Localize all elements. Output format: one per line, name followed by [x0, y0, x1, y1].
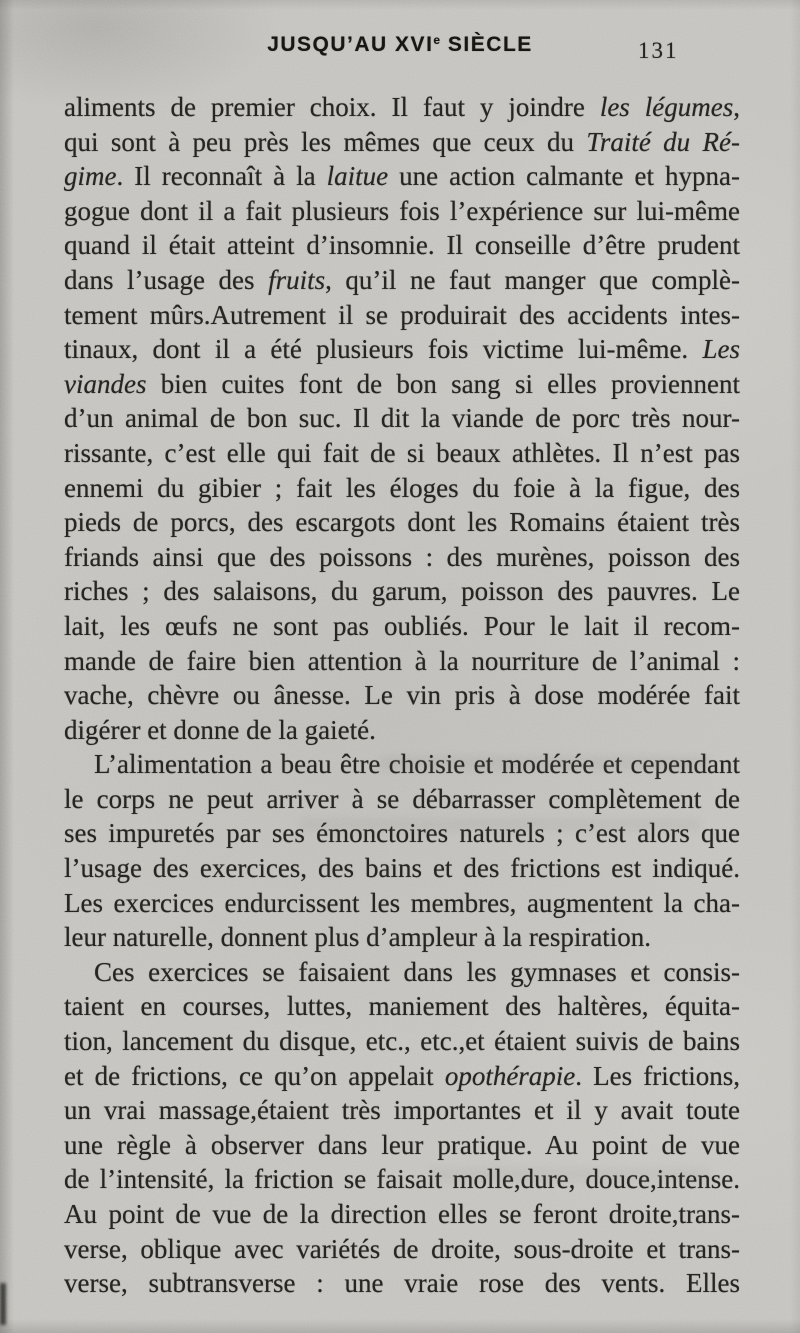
text-line: Au point de vue de la direction elles se feront droite,trans-	[64, 1199, 740, 1229]
text-line: qui sont à peu près les mêmes que ceux du Traité du Ré-	[64, 126, 740, 157]
text-line: gime. Il reconnaît à la laitue une action calmante et hypna-	[64, 161, 740, 192]
italic-text: Les	[702, 334, 740, 365]
text-line: rissante, c’est elle qui fait de si beaux athlètes. Il n’est pas	[64, 437, 740, 468]
italic-text: viandes	[64, 368, 147, 399]
italic-text: les légumes	[599, 92, 734, 122]
page-edge-mark	[0, 1283, 6, 1325]
text-line: viandes bien cuites font de bon sang si elles proviennent	[64, 368, 740, 399]
text-line: leur naturelle, donnent plus d’ampleur à la respiration.	[64, 922, 652, 953]
text-line: aliments de premier choix. Il faut y joindre les légumes,	[64, 92, 740, 122]
text-line: Les exercices endurcissent les membres, augmentent la cha-	[64, 887, 740, 918]
text-line: tement mûrs.Autrement il se produirait des accidents intes-	[64, 299, 740, 330]
text-line: gogue dont il a fait plusieurs fois l’expérience sur lui-même	[64, 195, 740, 226]
text-line: tion, lancement du disque, etc., etc.,et étaient suivis de bains	[64, 1026, 740, 1057]
text-line: friands ainsi que des poissons : des murènes, poisson des	[64, 541, 740, 572]
text-line: l’usage des exercices, des bains et des frictions est indiqué.	[64, 853, 740, 884]
text-line: taient en courses, luttes, maniement des haltères, équita-	[64, 991, 740, 1022]
running-head-title-end: SIÈCLE	[440, 33, 533, 56]
text-line: ses impuretés par ses émonctoires naturels ; c’est alors que	[64, 818, 740, 849]
text-line: riches ; des salaisons, du garum, poisson des pauvres. Le	[64, 576, 740, 607]
running-head	[0, 33, 800, 57]
text-line: lait, les œufs ne sont pas oubliés. Pour le lait il recom-	[64, 610, 740, 641]
italic-text: Traité du Ré-	[586, 126, 740, 157]
italic-text: opothérapie	[444, 1060, 576, 1091]
running-head-superscript: e	[433, 33, 441, 47]
body-text	[64, 90, 740, 1301]
text-line: pieds de porcs, des escargots dont les Romains étaient très	[64, 507, 740, 538]
text-line: dans l’usage des fruits, qu’il ne faut manger que complè-	[64, 264, 740, 295]
italic-text: gime	[64, 161, 117, 192]
text-line: mande de faire bien attention à la nourriture de l’animal :	[64, 645, 740, 676]
text-line: verse, oblique avec variétés de droite, sous-droite et trans-	[64, 1233, 740, 1264]
text-line: L’alimentation a beau être choisie et modérée et cependant	[94, 749, 740, 780]
text-line: ennemi du gibier ; fait les éloges du foie à la figue, des	[64, 472, 740, 503]
text-line: de l’intensité, la friction se faisait molle,dure, douce,intense.	[64, 1164, 740, 1195]
text-line: une règle à observer dans leur pratique. Au point de vue	[64, 1129, 740, 1160]
text-line: le corps ne peut arriver à se débarrasser complètement de	[64, 783, 740, 814]
page-number: 131	[638, 38, 679, 63]
text-line: vache, chèvre ou ânesse. Le vin pris à dose modérée fait	[64, 680, 740, 711]
running-head-title: JUSQU’AU XVI	[267, 33, 434, 56]
text-line: digérer et donne de la gaieté.	[64, 714, 376, 745]
text-line: quand il était atteint d’insomnie. Il conseille d’être prudent	[64, 230, 740, 261]
italic-text: laitue	[326, 161, 389, 192]
text-line: un vrai massage,étaient très importantes et il y avait toute	[64, 1095, 740, 1126]
text-line: Ces exercices se faisaient dans les gymnases et consis-	[94, 956, 740, 987]
text-line: verse, subtransverse : une vraie rose des vents. Elles	[64, 1268, 740, 1299]
text-line: et de frictions, ce qu’on appelait opothérapie. Les frictions,	[64, 1060, 740, 1091]
text-line: tinaux, dont il a été plusieurs fois victime lui-même. Les	[64, 334, 740, 365]
italic-text: fruits	[268, 264, 326, 295]
text-line: d’un animal de bon suc. Il dit la viande de porc très nour-	[64, 403, 740, 434]
